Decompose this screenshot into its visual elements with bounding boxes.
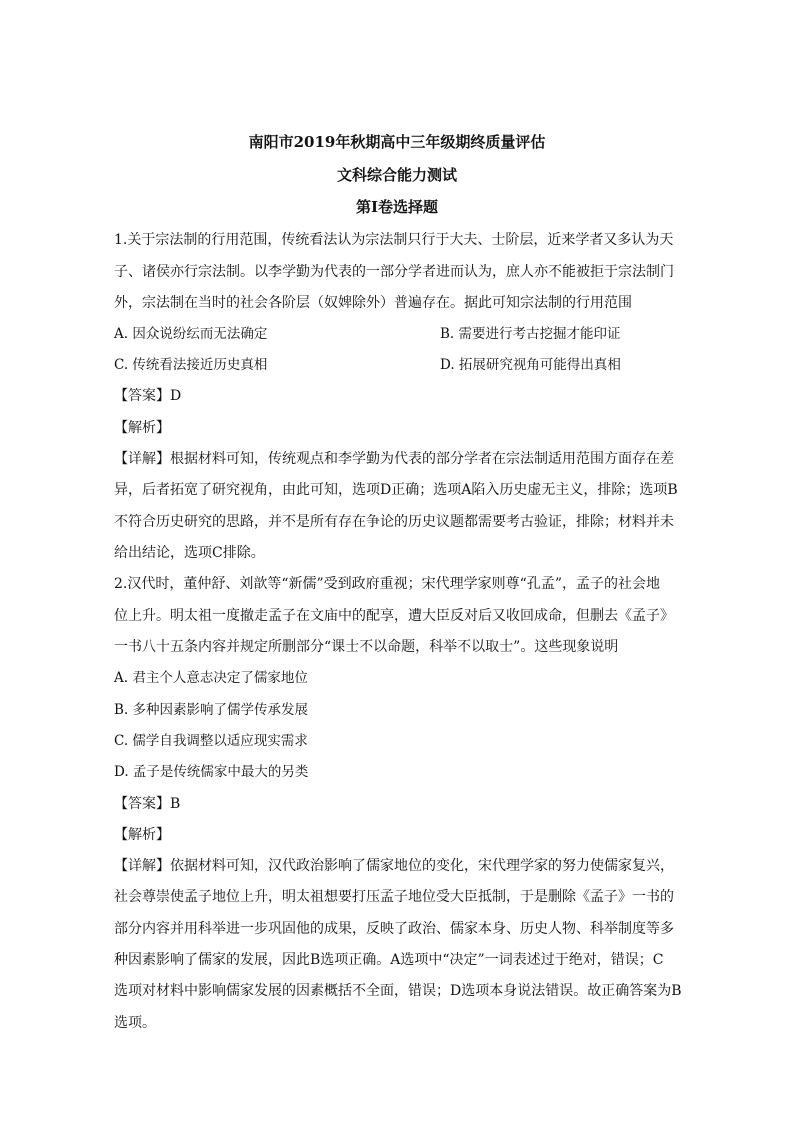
question-2-answer: 【答案】B xyxy=(114,796,181,812)
question-2-line-3: 一书八十五条内容并规定所删部分“课士不以命题，科举不以取士”。这些现象说明 xyxy=(114,639,619,655)
question-1-detail-line-3: 不符合历史研究的思路，并不是所有存在争论的历史议题都需要考古验证，排除；材料并未 xyxy=(114,514,674,530)
question-2-option-d: D. 孟子是传统儒家中最大的另类 xyxy=(114,764,309,780)
question-2-line-1: 2.汉代时，董仲舒、刘歆等“新儒”受到政府重视；宋代理学家则尊“孔孟”，孟子的社会地 xyxy=(114,576,660,592)
question-2-detail-line-2: 社会尊崇使孟子地位上升，明太祖想要打压孟子地位受大臣抵制，于是删除《孟子》一书的 xyxy=(114,889,674,905)
question-2-detail-line-4: 种因素影响了儒家的发展，因此B选项正确。A选项中“决定”一词表述过于绝对，错误；C xyxy=(114,952,664,968)
question-2-analysis-label: 【解析】 xyxy=(114,827,170,843)
question-2-detail-line-3: 部分内容并用科举进一步巩固他的成果，反映了政治、儒家本身、历史人物、科举制度等多 xyxy=(114,921,674,937)
question-1-option-d: D. 拓展研究视角可能得出真相 xyxy=(440,357,621,373)
question-1-detail-line-2: 异，后者拓宽了研究视角，由此可知，选项D正确；选项A陷入历史虚无主义，排除；选项B xyxy=(114,482,678,498)
question-1-analysis-label: 【解析】 xyxy=(114,420,170,436)
question-2-line-2: 位上升。明太祖一度撤走孟子在文庙中的配享，遭大臣反对后又收回成命，但删去《孟子》 xyxy=(114,608,674,624)
question-2-detail-line-1: 【详解】依据材料可知，汉代政治影响了儒家地位的变化，宋代理学家的努力使儒家复兴， xyxy=(114,858,674,874)
question-2-detail-line-5: 选项对材料中影响儒家发展的因素概括不全面，错误；D选项本身说法错误。故正确答案为B xyxy=(114,983,682,999)
section-title: 第Ⅰ卷选择题 xyxy=(355,198,439,216)
exam-title: 南阳市2019年秋期高中三年级期终质量评估 xyxy=(248,133,546,151)
question-2-detail-line-6: 选项。 xyxy=(114,1015,156,1031)
question-1-line-3: 外，宗法制在当时的社会各阶层（奴婢除外）普遍存在。据此可知宗法制的行用范围 xyxy=(114,295,632,311)
question-2-option-a: A. 君主个人意志决定了儒家地位 xyxy=(114,670,308,686)
question-1-detail-line-1: 【详解】根据材料可知，传统观点和李学勤为代表的部分学者在宗法制适用范围方面存在差 xyxy=(114,451,674,467)
question-1-answer: 【答案】D xyxy=(114,388,182,404)
exam-subtitle: 文科综合能力测试 xyxy=(336,166,457,184)
question-1-line-2: 子、诸侯亦行宗法制。以李学勤为代表的一部分学者进而认为，庶人亦不能被拒于宗法制门 xyxy=(114,264,674,280)
question-1-line-1: 1.关于宗法制的行用范围，传统看法认为宗法制只行于大夫、士阶层，近来学者又多认为天 xyxy=(114,232,674,248)
question-1-option-c: C. 传统看法接近历史真相 xyxy=(114,357,268,373)
question-2-option-c: C. 儒学自我调整以适应现实需求 xyxy=(114,733,308,749)
question-1-option-a: A. 因众说纷纭而无法确定 xyxy=(114,326,268,342)
question-1-detail-line-4: 给出结论，选项C排除。 xyxy=(114,545,265,561)
question-1-option-b: B. 需要进行考古挖掘才能印证 xyxy=(440,326,621,342)
question-2-option-b: B. 多种因素影响了儒学传承发展 xyxy=(114,702,309,718)
